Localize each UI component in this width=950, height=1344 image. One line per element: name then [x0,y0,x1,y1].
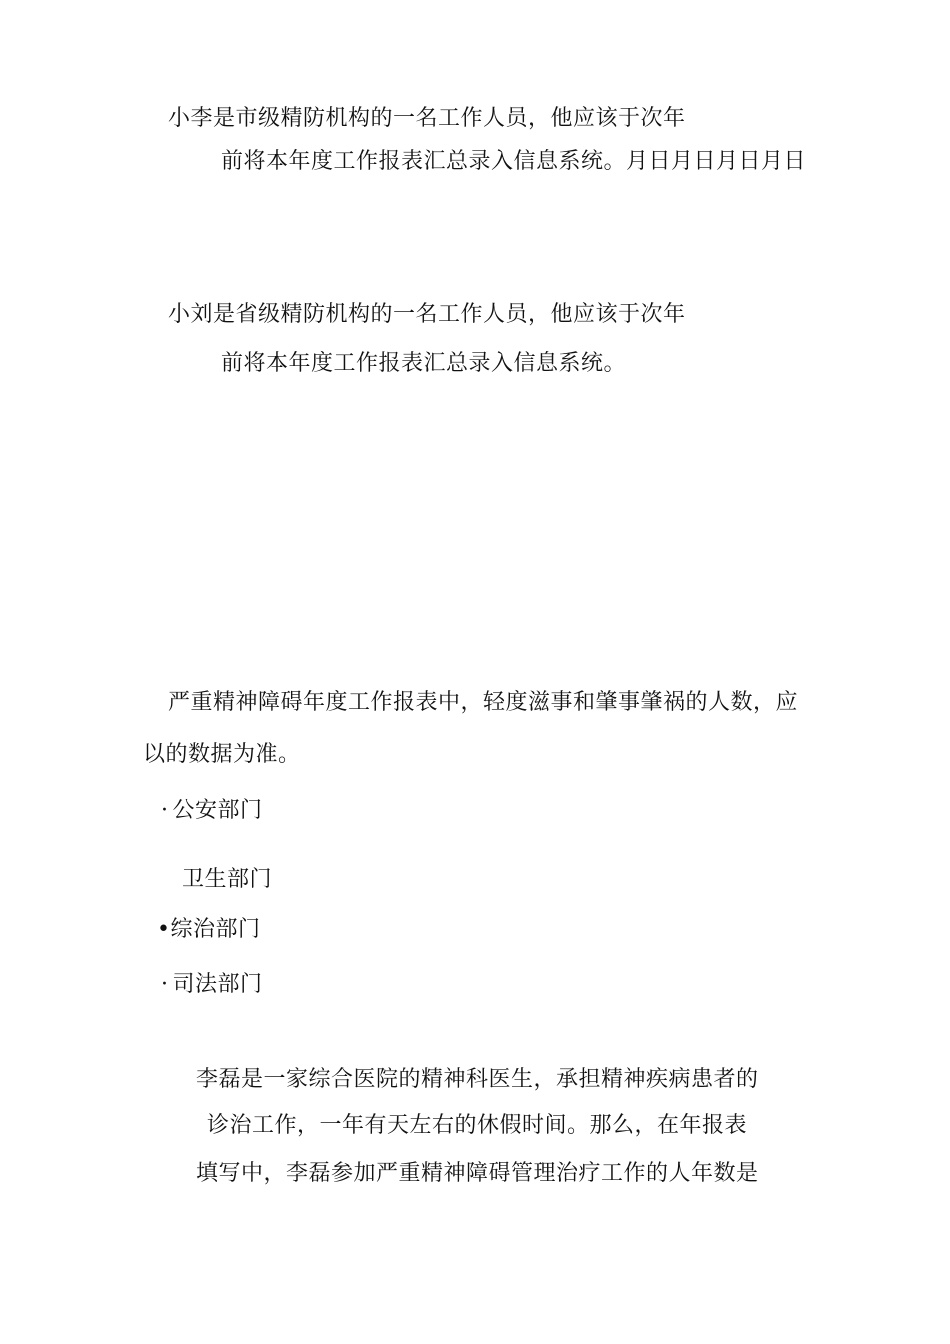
q1-line-1: 小李是市级精防机构的一名工作人员，他应该于次年 [168,106,686,131]
option-label: 卫生部门 [182,867,273,892]
q2-line-1: 小刘是省级精防机构的一名工作人员，他应该于次年 [168,302,686,327]
option-item [182,866,272,894]
option-label: 综治部门 [170,917,261,942]
q3-line-1: 严重精神障碍年度工作报表中，轻度滋事和肇事肇祸的人数，应 [168,690,799,715]
q3-line-2: 以的数据为准。 [143,742,301,767]
q2-line-2: 前将本年度工作报表汇总录入信息系统。 [221,351,627,376]
q4-line-3: 填写中，李磊参加严重精神障碍管理治疗工作的人年数是 [196,1161,759,1186]
option-label: 司法部门 [172,972,263,997]
q1-line-2: 前将本年度工作报表汇总录入信息系统。月日月日月日月日 [221,149,807,174]
option-item [161,797,263,825]
q4-line-2: 诊治工作，一年有天左右的休假时间。那么，在年报表 [207,1113,748,1138]
bullet-marker: · [161,798,169,823]
option-label: 公安部门 [172,798,263,823]
q4-line-1: 李磊是一家综合医院的精神科医生，承担精神疾病患者的 [196,1067,759,1092]
bullet-marker: · [161,972,169,997]
bullet-marker: • [157,917,171,942]
option-item [157,916,261,944]
option-item [161,971,263,999]
